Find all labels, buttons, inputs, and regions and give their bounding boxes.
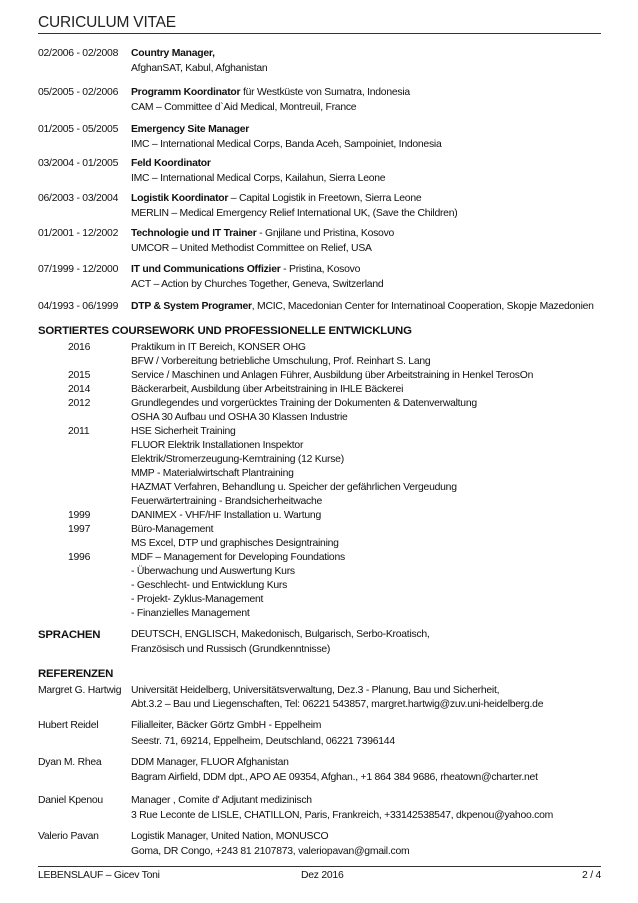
coursework-year: 1999 — [68, 510, 91, 521]
references-heading: REFERENZEN — [38, 668, 114, 680]
coursework-text: HSE Sicherheit Training — [131, 426, 236, 437]
reference-line: Filialleiter, Bäcker Görtz GmbH - Eppelheim — [131, 720, 322, 731]
coursework-text: MS Excel, DTP und graphisches Designtraining — [131, 538, 339, 549]
coursework-text: FLUOR Elektrik Installationen Inspektor — [131, 440, 304, 451]
entry-role: Logistik Koordinator — [131, 193, 229, 204]
coursework-text: - Überwachung und Auswertung Kurs — [131, 566, 295, 577]
coursework-year: 2016 — [68, 342, 91, 353]
entry-organization: UMCOR – United Methodist Committee on Relief, USA — [131, 243, 372, 254]
entry-role-suffix: - Gnjilane und Pristina, Kosovo — [256, 228, 395, 239]
entry-date: 01/2005 - 05/2005 — [38, 124, 119, 135]
entry-role: Emergency Site Manager — [131, 124, 250, 135]
coursework-text: Grundlegendes und vorgerücktes Training der Dokumenten & Datenverwaltung — [131, 398, 477, 409]
languages-line: Französisch und Russisch (Grundkenntnisse) — [131, 644, 331, 655]
coursework-text: HAZMAT Verfahren, Behandlung u. Speicher der gefährlichen Vergeudung — [131, 482, 457, 493]
entry-organization: IMC – International Medical Corps, Kailahun, Sierra Leone — [131, 173, 386, 184]
entry-role: Feld Koordinator — [131, 158, 211, 169]
coursework-year: 1997 — [68, 524, 91, 535]
reference-line: Abt.3.2 – Bau und Liegenschaften, Tel: 06221 543857, margret.hartwig@zuv.uni-heidelberg.de — [131, 699, 544, 710]
reference-name: Hubert Reidel — [38, 720, 99, 731]
entry-role: IT und Communications Offizier — [131, 264, 281, 275]
coursework-year: 2012 — [68, 398, 91, 409]
entry-role: Technologie und IT Trainer — [131, 228, 257, 239]
footer-rule — [38, 866, 601, 867]
title-rule — [38, 33, 601, 34]
page-number: 2 / 4 — [582, 870, 601, 881]
reference-line: Universität Heidelberg, Universitätsverwaltung, Dez.3 - Planung, Bau und Sicherheit, — [131, 685, 500, 696]
entry-role-suffix: , MCIC, Macedonian Center for Internatinoal Cooperation, Skopje Mazedonien — [251, 301, 594, 312]
coursework-text: Elektrik/Stromerzeugung-Kerntraining (12 Kurse) — [131, 454, 344, 465]
reference-line: Logistik Manager, United Nation, MONUSCO — [131, 831, 329, 842]
coursework-heading: SORTIERTES COURSEWORK UND PROFESSIONELLE ENTWICKLUNG — [38, 325, 412, 337]
coursework-text: MMP - Materialwirtschaft Plantraining — [131, 468, 294, 479]
entry-role-suffix: – Capital Logistik in Freetown, Sierra Leone — [228, 193, 422, 204]
reference-name: Valerio Pavan — [38, 831, 99, 842]
entry-date: 06/2003 - 03/2004 — [38, 193, 119, 204]
coursework-text: Feuerwärtertraining - Brandsicherheitwache — [131, 496, 323, 507]
entry-date: 07/1999 - 12/2000 — [38, 264, 119, 275]
reference-line: Seestr. 71, 69214, Eppelheim, Deutschland, 06221 7396144 — [131, 736, 395, 747]
entry-date: 01/2001 - 12/2002 — [38, 228, 119, 239]
entry-role: Programm Koordinator — [131, 87, 241, 98]
reference-line: 3 Rue Leconte de LISLE, CHATILLON, Paris, Frankreich, +33142538547, dkpenou@yahoo.com — [131, 810, 554, 821]
coursework-text: Praktikum in IT Bereich, KONSER OHG — [131, 342, 306, 353]
coursework-text: MDF – Management for Developing Foundations — [131, 552, 345, 563]
page-title: CURICULUM VITAE — [38, 14, 176, 31]
coursework-text: - Projekt- Zyklus-Management — [131, 594, 264, 605]
reference-line: Manager , Comite d' Adjutant medizinisch — [131, 795, 312, 806]
coursework-text: Service / Maschinen und Anlagen Führer, Ausbildung über Arbeitstraining in Henkel TerosOn — [131, 370, 534, 381]
languages-line: DEUTSCH, ENGLISCH, Makedonisch, Bulgarisch, Serbo-Kroatisch, — [131, 629, 430, 640]
coursework-text: OSHA 30 Aufbau und OSHA 30 Klassen Industrie — [131, 412, 348, 423]
footer-left: LEBENSLAUF – Gicev Toni — [38, 870, 160, 881]
coursework-year: 2011 — [68, 426, 90, 437]
coursework-year: 2014 — [68, 384, 91, 395]
reference-name: Daniel Kpenou — [38, 795, 103, 806]
reference-line: DDM Manager, FLUOR Afghanistan — [131, 757, 289, 768]
entry-date: 05/2005 - 02/2006 — [38, 87, 119, 98]
coursework-text: - Finanzielles Management — [131, 608, 250, 619]
reference-name: Dyan M. Rhea — [38, 757, 102, 768]
entry-organization: CAM – Committee d`Aid Medical, Montreuil, France — [131, 102, 357, 113]
entry-organization: MERLIN – Medical Emergency Relief International UK, (Save the Children) — [131, 208, 458, 219]
reference-line: Bagram Airfield, DDM dpt., APO AE 09354, Afghan., +1 864 384 9686, rheatown@charter.net — [131, 772, 538, 783]
coursework-text: BFW / Vorbereitung betriebliche Umschulung, Prof. Reinhart S. Lang — [131, 356, 431, 367]
coursework-year: 2015 — [68, 370, 91, 381]
reference-line: Goma, DR Congo, +243 81 2107873, valeriopavan@gmail.com — [131, 846, 410, 857]
entry-role: Country Manager, — [131, 48, 215, 59]
entry-role-suffix: - Pristina, Kosovo — [280, 264, 361, 275]
coursework-text: Bäckerarbeit, Ausbildung über Arbeitstraining in IHLE Bäckerei — [131, 384, 404, 395]
entry-date: 03/2004 - 01/2005 — [38, 158, 119, 169]
entry-date: 02/2006 - 02/2008 — [38, 48, 119, 59]
entry-organization: ACT – Action by Churches Together, Geneva, Switzerland — [131, 279, 384, 290]
coursework-year: 1996 — [68, 552, 91, 563]
languages-heading: SPRACHEN — [38, 629, 101, 641]
entry-role-suffix: für Westküste von Sumatra, Indonesia — [240, 87, 410, 98]
entry-organization: AfghanSAT, Kabul, Afghanistan — [131, 63, 268, 74]
footer-date: Dez 2016 — [301, 870, 344, 881]
entry-role: DTP & System Programer — [131, 301, 252, 312]
coursework-text: DANIMEX - VHF/HF Installation u. Wartung — [131, 510, 321, 521]
reference-name: Margret G. Hartwig — [38, 685, 122, 696]
coursework-text: - Geschlecht- und Entwicklung Kurs — [131, 580, 288, 591]
entry-date: 04/1993 - 06/1999 — [38, 301, 119, 312]
entry-organization: IMC – International Medical Corps, Banda Aceh, Sampoiniet, Indonesia — [131, 139, 442, 150]
coursework-text: Büro-Management — [131, 524, 214, 535]
